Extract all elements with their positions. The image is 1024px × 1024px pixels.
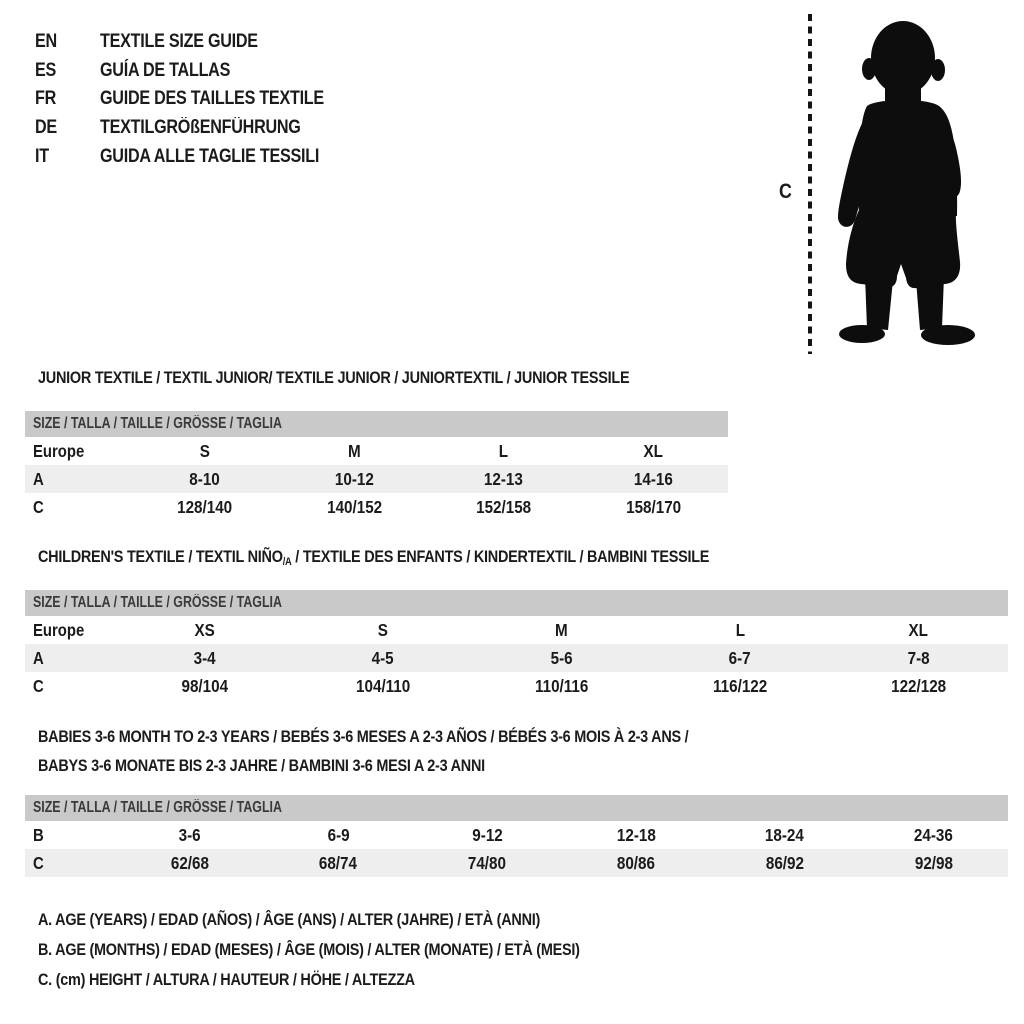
language-title-list (35, 28, 363, 171)
size-header-bar (25, 795, 1008, 821)
toddler-silhouette-icon (815, 10, 985, 355)
junior-section-title: JUNIOR TEXTILE / TEXTIL JUNIOR/ TEXTILE JUNIOR / JUNIORTEXTIL / JUNIOR TESSILE (38, 368, 630, 387)
size-header-label: SIZE / TALLA / TAILLE / GRÖSSE / TAGLIA (33, 594, 282, 611)
size-header-label: SIZE / TALLA / TAILLE / GRÖSSE / TAGLIA (33, 415, 282, 432)
nino-a-subscript: /A (282, 556, 292, 568)
language-row-fr (35, 85, 363, 114)
legend-age-months: B. AGE (MONTHS) / EDAD (MESES) / ÂGE (MOIS) / ALTER (MONATE) / ETÀ (MESI) (38, 940, 580, 959)
language-code: DE (35, 117, 57, 139)
table-row-europe: Europe XS S M L XL (33, 620, 929, 640)
height-measure-dashed-line (808, 14, 812, 354)
table-row-age: A 3-4 4-5 5-6 6-7 7-8 (25, 644, 1008, 672)
table-row-height: C 98/104 104/110 110/116 116/122 122/128 (33, 676, 947, 696)
language-row-it (35, 142, 363, 171)
guide-title-es: GUÍA DE TALLAS (100, 59, 231, 81)
babies-section-title-line2: BABYS 3-6 MONATE BIS 2-3 JAHRE / BAMBINI 3-6 MESI A 2-3 ANNI (38, 756, 485, 775)
guide-title-de: TEXTILGRÖßENFÜHRUNG (100, 117, 301, 139)
table-row-age-months: B 3-6 6-9 9-12 12-18 18-24 24-36 (33, 825, 954, 845)
language-code: ES (35, 59, 57, 81)
toddler-silhouette-image (815, 10, 985, 355)
language-code: IT (35, 145, 49, 167)
table-row-height: C 62/68 68/74 74/80 80/86 86/92 92/98 (25, 849, 1008, 877)
table-row-age: A 8-10 10-12 12-13 14-16 (25, 465, 728, 493)
guide-title-en: TEXTILE SIZE GUIDE (100, 31, 258, 53)
junior-size-table (25, 411, 728, 521)
height-measure-label: C (779, 180, 792, 203)
language-row-es (35, 57, 363, 86)
size-header-bar (25, 590, 1008, 616)
legend-height-cm: C. (cm) HEIGHT / ALTURA / HAUTEUR / HÖHE / ALTEZZA (38, 970, 415, 989)
guide-title-it: GUIDA ALLE TAGLIE TESSILI (100, 145, 320, 167)
size-header-bar (25, 411, 728, 437)
legend-age-years: A. AGE (YEARS) / EDAD (AÑOS) / ÂGE (ANS) / ALTER (JAHRE) / ETÀ (ANNI) (38, 910, 541, 929)
table-row-europe: Europe S M L XL (33, 441, 663, 461)
table-row-height: C 128/140 140/152 152/158 158/170 (33, 497, 681, 517)
language-row-de (35, 114, 363, 143)
babies-size-table (25, 795, 1008, 877)
guide-title-fr: GUIDE DES TAILLES TEXTILE (100, 88, 324, 110)
size-header-label: SIZE / TALLA / TAILLE / GRÖSSE / TAGLIA (33, 799, 282, 816)
language-row-en (35, 28, 363, 57)
language-code: EN (35, 31, 57, 53)
children-section-title: CHILDREN'S TEXTILE / TEXTIL NIÑO/A / TEXTILE DES ENFANTS / KINDERTEXTIL / BAMBINI TESSILE (38, 547, 710, 568)
children-size-table (25, 590, 1008, 700)
babies-section-title-line1: BABIES 3-6 MONTH TO 2-3 YEARS / BEBÉS 3-6 MESES A 2-3 AÑOS / BÉBÉS 3-6 MOIS À 2-3 ANS / (38, 727, 689, 746)
language-code: FR (35, 88, 57, 110)
